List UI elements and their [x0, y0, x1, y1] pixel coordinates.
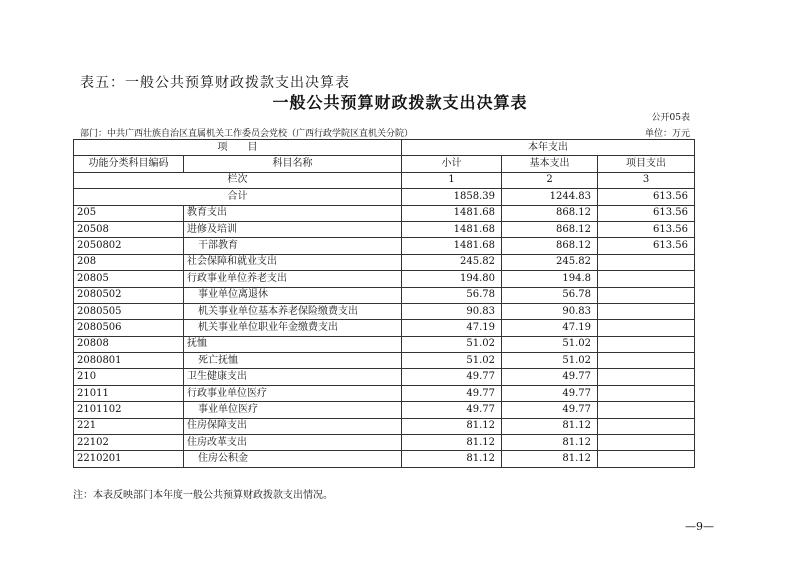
row-subtotal: 1481.68 — [402, 205, 502, 221]
form-number: 公开05表 — [651, 113, 690, 123]
table-row — [74, 353, 695, 369]
row-subtotal: 81.12 — [402, 451, 502, 467]
header-row-1 — [74, 140, 695, 156]
row-name: 死亡抚恤 — [184, 353, 402, 369]
row-name: 教育支出 — [184, 205, 402, 221]
row-basic: 49.77 — [502, 385, 598, 401]
row-name: 行政事业单位医疗 — [184, 385, 402, 401]
row-name: 干部教育 — [184, 238, 402, 254]
row-name: 社会保障和就业支出 — [184, 254, 402, 270]
row-project: 613.56 — [598, 238, 695, 254]
row-project — [598, 385, 695, 401]
row-basic: 49.77 — [502, 369, 598, 385]
row-basic: 81.12 — [502, 451, 598, 467]
row-subtotal: 51.02 — [402, 336, 502, 352]
row-code: 2080505 — [74, 303, 184, 319]
table-row — [74, 451, 695, 467]
table-row — [74, 435, 695, 451]
table-row — [74, 418, 695, 434]
row-code: 208 — [74, 254, 184, 270]
header-project: 项目支出 — [598, 156, 695, 172]
page-number: —9— — [685, 520, 714, 533]
row-subtotal: 245.82 — [402, 254, 502, 270]
total-row — [74, 189, 695, 205]
footnote: 注：本表反映部门本年度一般公共预算财政拨款支出情况。 — [73, 490, 333, 501]
header-row-2 — [74, 156, 695, 172]
row-basic: 245.82 — [502, 254, 598, 270]
row-name: 住房改革支出 — [184, 435, 402, 451]
row-name: 机关事业单位职业年金缴费支出 — [184, 320, 402, 336]
row-subtotal: 51.02 — [402, 353, 502, 369]
table-row — [74, 320, 695, 336]
row-basic: 90.83 — [502, 303, 598, 319]
total-project: 613.56 — [598, 189, 695, 205]
row-name: 住房公积金 — [184, 451, 402, 467]
row-subtotal: 49.77 — [402, 385, 502, 401]
row-basic: 51.02 — [502, 336, 598, 352]
table-row — [74, 221, 695, 237]
row-code: 22102 — [74, 435, 184, 451]
row-basic: 49.77 — [502, 402, 598, 418]
header-current-year: 本年支出 — [402, 140, 695, 156]
row-basic: 81.12 — [502, 418, 598, 434]
row-code: 2050802 — [74, 238, 184, 254]
row-code: 2210201 — [74, 451, 184, 467]
table-row — [74, 271, 695, 287]
row-code: 2080801 — [74, 353, 184, 369]
row-project — [598, 336, 695, 352]
unit-label: 单位：万元 — [644, 129, 690, 139]
row-name: 事业单位离退休 — [184, 287, 402, 303]
row-basic: 81.12 — [502, 435, 598, 451]
row-project — [598, 287, 695, 303]
row-basic: 868.12 — [502, 221, 598, 237]
row-name: 抚恤 — [184, 336, 402, 352]
table-row — [74, 238, 695, 254]
row-project — [598, 435, 695, 451]
row-project — [598, 271, 695, 287]
col1-label: 1 — [402, 172, 502, 188]
row-code: 20808 — [74, 336, 184, 352]
row-subtotal: 49.77 — [402, 369, 502, 385]
row-name: 住房保障支出 — [184, 418, 402, 434]
row-code: 2101102 — [74, 402, 184, 418]
row-subtotal: 1481.68 — [402, 221, 502, 237]
row-subtotal: 194.80 — [402, 271, 502, 287]
total-label: 合计 — [74, 189, 402, 205]
row-subtotal: 81.12 — [402, 418, 502, 434]
row-basic: 51.02 — [502, 353, 598, 369]
department-label: 部门：中共广西壮族自治区直属机关工作委员会党校（广西行政学院区直机关分院） — [80, 129, 414, 139]
table-row — [74, 385, 695, 401]
row-project: 613.56 — [598, 221, 695, 237]
row-name: 机关事业单位基本养老保险缴费支出 — [184, 303, 402, 319]
row-basic: 194.8 — [502, 271, 598, 287]
row-project — [598, 254, 695, 270]
header-subtotal: 小计 — [402, 156, 502, 172]
row-code: 20805 — [74, 271, 184, 287]
page-title: 一般公共预算财政拨款支出决算表 — [272, 93, 528, 112]
row-subtotal: 56.78 — [402, 287, 502, 303]
row-subtotal: 90.83 — [402, 303, 502, 319]
row-subtotal: 49.77 — [402, 402, 502, 418]
row-code: 21011 — [74, 385, 184, 401]
header-code: 功能分类科目编码 — [74, 156, 184, 172]
table-row — [74, 254, 695, 270]
row-project — [598, 369, 695, 385]
table-row — [74, 205, 695, 221]
col2-label: 2 — [502, 172, 598, 188]
table-row — [74, 369, 695, 385]
row-name: 事业单位医疗 — [184, 402, 402, 418]
row-project — [598, 320, 695, 336]
table-row — [74, 303, 695, 319]
total-basic: 1244.83 — [502, 189, 598, 205]
row-project — [598, 418, 695, 434]
row-basic: 56.78 — [502, 287, 598, 303]
row-subtotal: 81.12 — [402, 435, 502, 451]
column-seq-label: 栏次 — [74, 172, 402, 188]
row-project — [598, 402, 695, 418]
row-code: 2080506 — [74, 320, 184, 336]
row-project — [598, 451, 695, 467]
table-row — [74, 287, 695, 303]
row-name: 进修及培训 — [184, 221, 402, 237]
row-code: 210 — [74, 369, 184, 385]
row-code: 2080502 — [74, 287, 184, 303]
expenditure-table — [73, 139, 695, 468]
row-basic: 47.19 — [502, 320, 598, 336]
col3-label: 3 — [598, 172, 695, 188]
column-seq-row — [74, 172, 695, 188]
row-project: 613.56 — [598, 205, 695, 221]
row-code: 20508 — [74, 221, 184, 237]
row-basic: 868.12 — [502, 238, 598, 254]
row-subtotal: 47.19 — [402, 320, 502, 336]
row-project — [598, 353, 695, 369]
table-row — [74, 402, 695, 418]
row-name: 行政事业单位养老支出 — [184, 271, 402, 287]
row-code: 221 — [74, 418, 184, 434]
row-name: 卫生健康支出 — [184, 369, 402, 385]
header-name: 科目名称 — [184, 156, 402, 172]
row-code: 205 — [74, 205, 184, 221]
table-row — [74, 336, 695, 352]
table-caption: 表五：一般公共预算财政拨款支出决算表 — [80, 75, 350, 91]
row-basic: 868.12 — [502, 205, 598, 221]
row-project — [598, 303, 695, 319]
row-subtotal: 1481.68 — [402, 238, 502, 254]
header-item: 项 目 — [74, 140, 402, 156]
header-basic: 基本支出 — [502, 156, 598, 172]
total-subtotal: 1858.39 — [402, 189, 502, 205]
